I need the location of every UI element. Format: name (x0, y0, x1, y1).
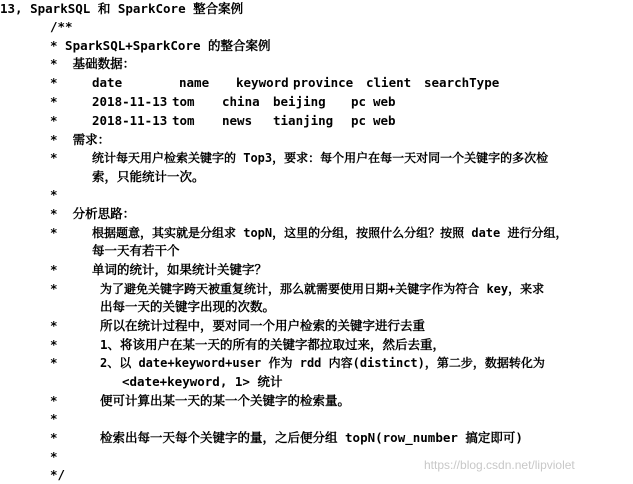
code-line: * 分析思路： (50, 206, 136, 221)
row2-date: 2018-11-13 (92, 113, 168, 128)
row2-searchtype: web (373, 113, 396, 128)
comment-star: * (50, 449, 58, 464)
row1-client: pc (351, 94, 367, 109)
comment-star: * (50, 318, 58, 333)
row1-searchtype: web (373, 94, 396, 109)
comment-star: * (50, 393, 58, 408)
header-date: date (92, 75, 123, 90)
comment-star: * (50, 75, 58, 90)
comment-star: * (50, 187, 58, 202)
code-line: 为了避免关键字跨天被重复统计，那么就需要使用日期+关键字作为符合 key，来求 (100, 282, 545, 296)
comment-star: * (50, 430, 58, 445)
row2-province: tianjing (273, 113, 334, 128)
code-line: * SparkSQL+SparkCore 的整合案例 (50, 38, 271, 53)
code-line: 出每一天的关键字出现的次数。 (100, 299, 276, 314)
code-line: <date+keyword, 1> 统计 (122, 374, 283, 389)
comment-star: * (50, 113, 58, 128)
row1-keyword: china (222, 94, 260, 109)
row2-keyword: news (222, 113, 253, 128)
comment-close: */ (50, 467, 66, 482)
row2-client: pc (351, 113, 367, 128)
code-line: 2、以 date+keyword+user 作为 rdd 内容(distinct)，第二步，数据转化为 (100, 356, 545, 370)
comment-star: * (50, 355, 58, 370)
header-keyword: keyword (236, 75, 289, 90)
row1-date: 2018-11-13 (92, 94, 168, 109)
row1-name: tom (172, 94, 195, 109)
header-province: province (293, 75, 354, 90)
comment-star: * (50, 281, 58, 296)
code-line: 所以在统计过程中，要对同一个用户检索的关键字进行去重 (100, 318, 426, 333)
comment-open: /** (50, 19, 73, 34)
comment-star: * (50, 262, 58, 277)
comment-star: * (50, 411, 58, 426)
code-line: * 需求： (50, 132, 111, 147)
watermark: https://blog.csdn.net/lipviolet (424, 458, 575, 472)
code-line: 单词的统计，如果统计关键字？ (92, 262, 268, 277)
code-line: 1、将该用户在某一天的所有的关键字都拉取过来，然后去重， (100, 337, 446, 352)
header-searchtype: searchType (424, 75, 500, 90)
row2-name: tom (172, 113, 195, 128)
code-line: 索，只能统计一次。 (92, 169, 205, 184)
header-client: client (366, 75, 412, 90)
code-line: 便可计算出某一天的某一个关键字的检索量。 (100, 393, 351, 408)
code-line: 检索出每一天每个关键字的量，之后便分组 topN(row_number 搞定即可) (100, 430, 523, 445)
comment-star: * (50, 225, 58, 240)
comment-star: * (50, 94, 58, 109)
code-line: 根据题意，其实就是分组求 topN，这里的分组，按照什么分组？按照 date 进行分组， (92, 226, 568, 240)
comment-star: * (50, 337, 58, 352)
header-name: name (179, 75, 210, 90)
row1-province: beijing (273, 94, 326, 109)
comment-star: * (50, 150, 58, 165)
code-line: * 基础数据： (50, 56, 136, 71)
code-line: 每一天有若干个 (92, 243, 180, 258)
section-title: 13, SparkSQL 和 SparkCore 整合案例 (0, 1, 244, 16)
code-line: 统计每天用户检索关键字的 Top3，要求：每个用户在每一天对同一个关键字的多次检 (92, 151, 549, 165)
